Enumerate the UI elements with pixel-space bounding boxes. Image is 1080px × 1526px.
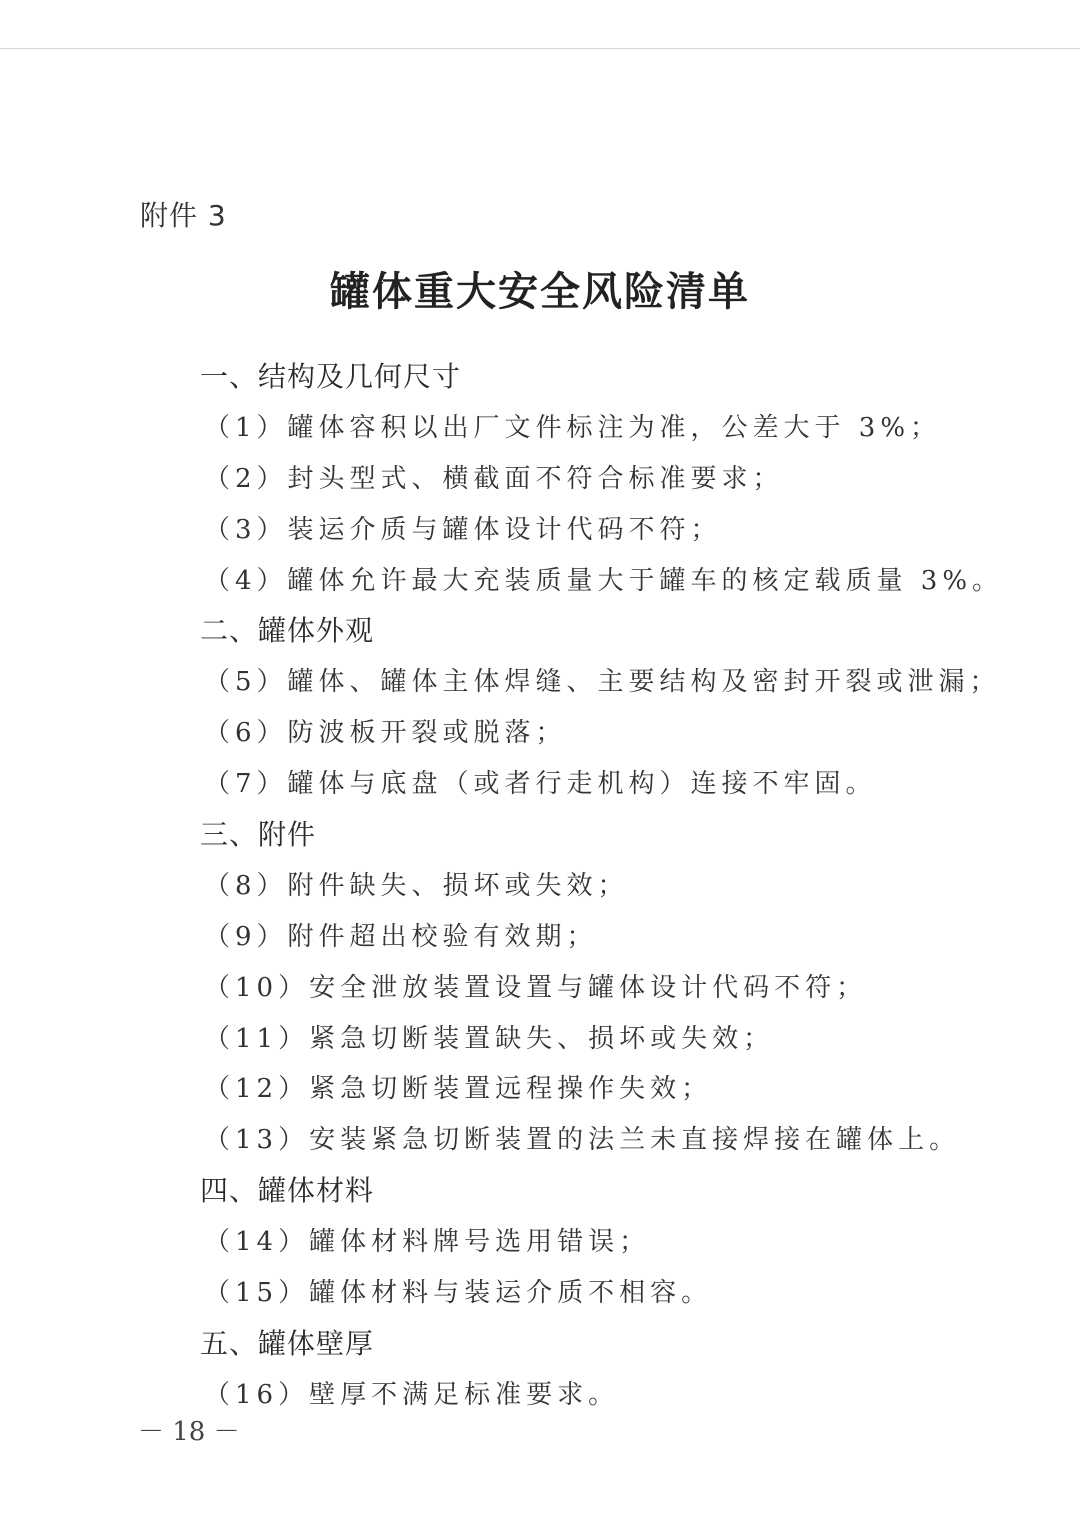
attachment-label: 附件 3 — [140, 199, 227, 232]
list-item: （13）安装紧急切断装置的法兰未直接焊接在罐体上。 — [204, 1125, 961, 1156]
list-item: （2）封头型式、横截面不符合标准要求； — [204, 463, 784, 494]
list-item: （1）罐体容积以出厂文件标注为准，公差大于 3%； — [204, 412, 942, 443]
list-item: （11）紧急切断装置缺失、损坏或失效； — [204, 1023, 775, 1054]
section-heading-wall-thickness: 五、罐体壁厚 — [200, 1326, 375, 1360]
document-body — [200, 352, 1004, 1421]
list-item: （10）安全泄放装置设置与罐体设计代码不符； — [204, 972, 868, 1003]
list-item: （8）附件缺失、损坏或失效； — [204, 870, 629, 901]
list-item: （3）装运介质与罐体设计代码不符； — [204, 514, 722, 545]
list-item: （15）罐体材料与装运介质不相容。 — [204, 1278, 713, 1309]
page-top-rule — [0, 48, 1080, 49]
list-item: （6）防波板开裂或脱落； — [204, 718, 567, 749]
list-item: （14）罐体材料牌号选用错误； — [204, 1227, 651, 1258]
list-item: （4）罐体允许最大充装质量大于罐车的核定载质量 3%。 — [204, 565, 1004, 596]
page-number: － 18 － — [138, 1417, 240, 1447]
section-heading-materials: 四、罐体材料 — [200, 1174, 375, 1208]
list-item: （12）紧急切断装置远程操作失效； — [204, 1074, 713, 1105]
list-item: （7）罐体与底盘（或者行走机构）连接不牢固。 — [204, 769, 877, 800]
list-item: （9）附件超出校验有效期； — [204, 921, 598, 952]
list-item: （16）壁厚不满足标准要求。 — [204, 1379, 620, 1410]
section-heading-structure: 一、结构及几何尺寸 — [200, 360, 462, 393]
section-heading-appearance: 二、罐体外观 — [200, 614, 375, 648]
document-title: 罐体重大安全风险清单 — [330, 268, 750, 315]
list-item: （5）罐体、罐体主体焊缝、主要结构及密封开裂或泄漏； — [204, 667, 1001, 698]
section-heading-accessories: 三、附件 — [200, 818, 317, 852]
